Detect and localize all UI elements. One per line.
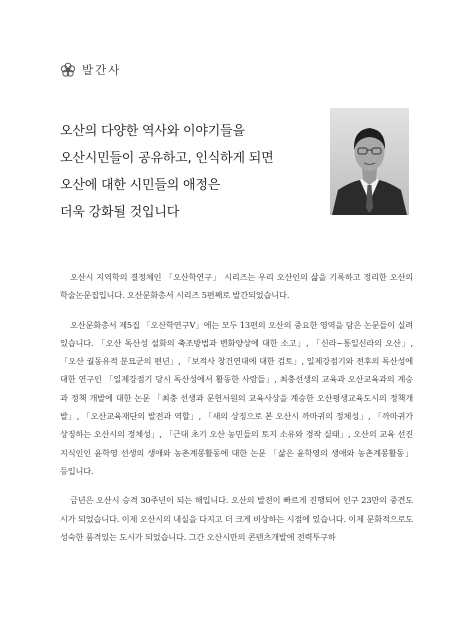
body-paragraph: 금년은 오산시 승격 30주년이 되는 해입니다. 오산의 발전이 빠르게 진행되어 인구 23만의 중견도시가 되었습니다. 이제 오산시의 내실을 다지고 더 크게 비상하는 시점에 있습니다. 이제 문화적으로도 성숙한 품격있는 도시가 되었습니다. 그간 오산시만의 콘텐츠개발에 전력투구하 bbox=[60, 495, 413, 542]
body-paragraph: 오산시 지역학의 결정체인 「오산학연구」 시리즈는 우리 오산인의 삶을 기록하고 정리한 오산의 학술논문집입니다. 오산문화총서 시리즈 5편째로 발간되었습니다. bbox=[60, 272, 413, 301]
body-text bbox=[60, 268, 413, 557]
headline bbox=[60, 118, 330, 226]
headline-line: 오산의 다양한 역사와 이야기들을 bbox=[60, 124, 245, 139]
body-paragraph: 오산문화총서 제5집 「오산학연구Ⅴ」에는 모두 13편의 오산의 중요한 영역을 담은 논문들이 실려있습니다. 「오산 독산성 설화의 축조방법과 변화양상에 대한 소고」, 「신라~통일신라의 오산」, 「오산 궐동유적 분묘군의 편년」, 「보적사 창건연대에 대한 검토」, 일제강점기와 전후의 독산성에 대한 연구인 「일제강점기 당시 독산성에서 활동한 사람들」, 최충선생의 교육과 오산교육과의 계승과 정책 개발에 대한 논문 「최충 선생과 문헌서원의 교육사상을 계승한 오산평생교육도시의 정책개발」, 「오산교육재단의 발전과 역할」, 「새의 상징으로 본 오산시 까마귀의 정체성」, 「까마귀가 상징하는 오산시의 정체성」, 「근대 초기 오산 농민들의 토지 소유와 경작 실태」, 오산의 교육 선진 지식인인 윤학영 선생의 생애와 농촌계몽활동에 대한 논문 「삶은 윤학영의 생애와 농촌계몽활동」 등입니다. bbox=[60, 319, 413, 476]
headline-line: 오산에 대한 시민들의 애정은 bbox=[60, 178, 221, 193]
headline-line: 더욱 강화될 것입니다 bbox=[60, 205, 180, 220]
section-label: 발간사 bbox=[82, 63, 122, 77]
author-portrait bbox=[330, 108, 409, 215]
flower-emblem-icon bbox=[60, 62, 76, 78]
headline-line: 오산시민들이 공유하고, 인식하게 되면 bbox=[60, 151, 274, 166]
section-header bbox=[60, 62, 121, 78]
